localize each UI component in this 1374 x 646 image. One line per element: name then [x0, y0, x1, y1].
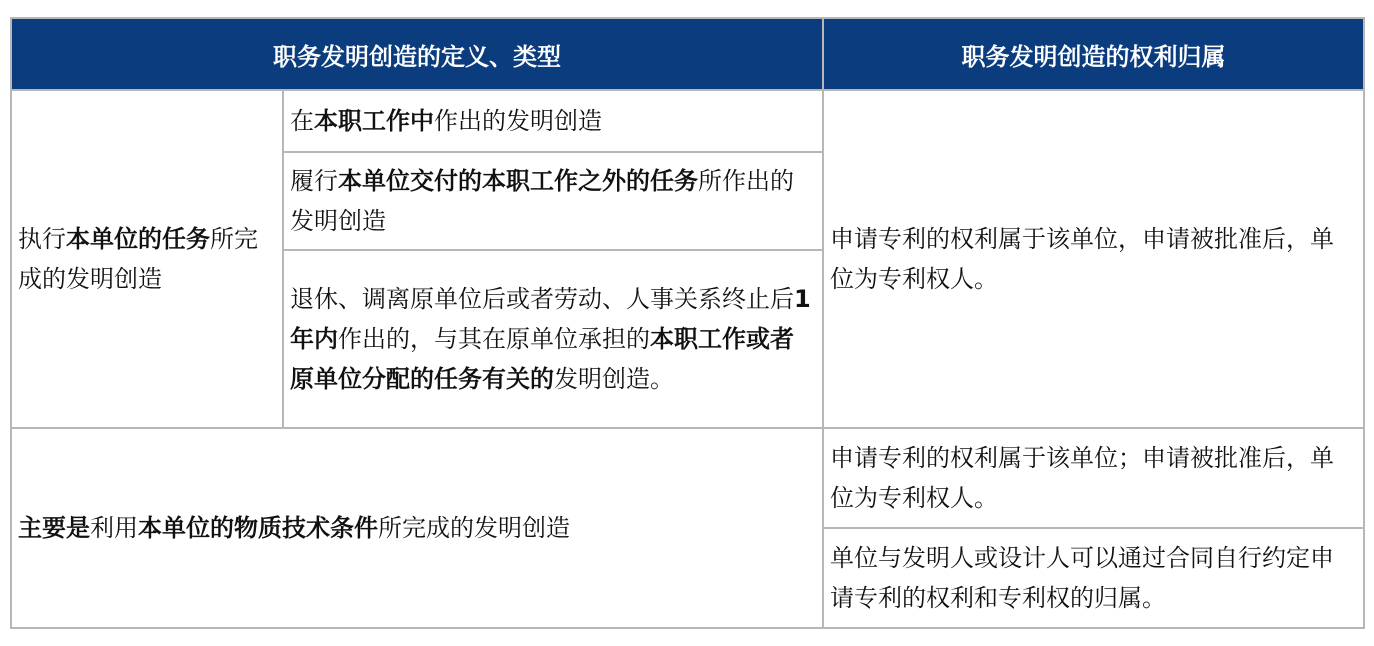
- invention-rights-table: [10, 17, 1365, 629]
- bold-text-segment: 本单位的物质技术条件: [138, 514, 378, 542]
- text-segment: 所完成的发明创造: [378, 514, 570, 542]
- text-segment: 退休、调离原单位后或者劳动、人事关系终止后: [290, 285, 794, 313]
- text-segment: 发明创造。: [554, 365, 674, 393]
- ownership-cell: 申请专利的权利属于该单位；申请被批准后，单位为专利权人。: [823, 428, 1364, 528]
- text-segment: 作出的，与其在原单位承担的: [338, 325, 650, 353]
- category-cell-task: [11, 90, 283, 428]
- bold-text-segment: 本单位交付的本职工作之外的任务: [338, 167, 698, 195]
- header-row: [11, 18, 1364, 90]
- bold-text-segment: 本单位的任务: [66, 225, 210, 253]
- table-row: [11, 428, 1364, 528]
- category-text: [18, 225, 258, 293]
- text-segment: 在: [290, 107, 314, 135]
- text-segment: 作出的发明创造: [434, 107, 602, 135]
- text-segment: 履行: [290, 167, 338, 195]
- type-cell: [283, 152, 823, 250]
- bold-text-segment: 本职工作中: [314, 107, 434, 135]
- type-text: [290, 107, 602, 135]
- text-segment: 执行: [18, 225, 66, 253]
- ownership-cell: 申请专利的权利属于该单位，申请被批准后，单位为专利权人。: [823, 90, 1364, 428]
- bold-text-segment: 主要是: [18, 514, 90, 542]
- type-cell: [283, 250, 823, 428]
- type-text: [290, 285, 811, 393]
- table-row: [11, 90, 1364, 152]
- ownership-cell: 单位与发明人或设计人可以通过合同自行约定申请专利的权利和专利权的归属。: [823, 528, 1364, 628]
- header-definition-types: 职务发明创造的定义、类型: [11, 18, 823, 90]
- bold-text-segment: 本职工作或者原单位分配的任务有关的: [290, 325, 794, 393]
- header-rights-ownership: 职务发明创造的权利归属: [823, 18, 1364, 90]
- bold-text-segment: 1年内: [290, 285, 811, 353]
- category-cell-material: [11, 428, 823, 628]
- type-text: [290, 167, 794, 235]
- text-segment: 利用: [90, 514, 138, 542]
- text-segment: 所作出的发明创造: [290, 167, 794, 235]
- category-text: [18, 514, 570, 542]
- type-cell: [283, 90, 823, 152]
- text-segment: 所完成的发明创造: [18, 225, 258, 293]
